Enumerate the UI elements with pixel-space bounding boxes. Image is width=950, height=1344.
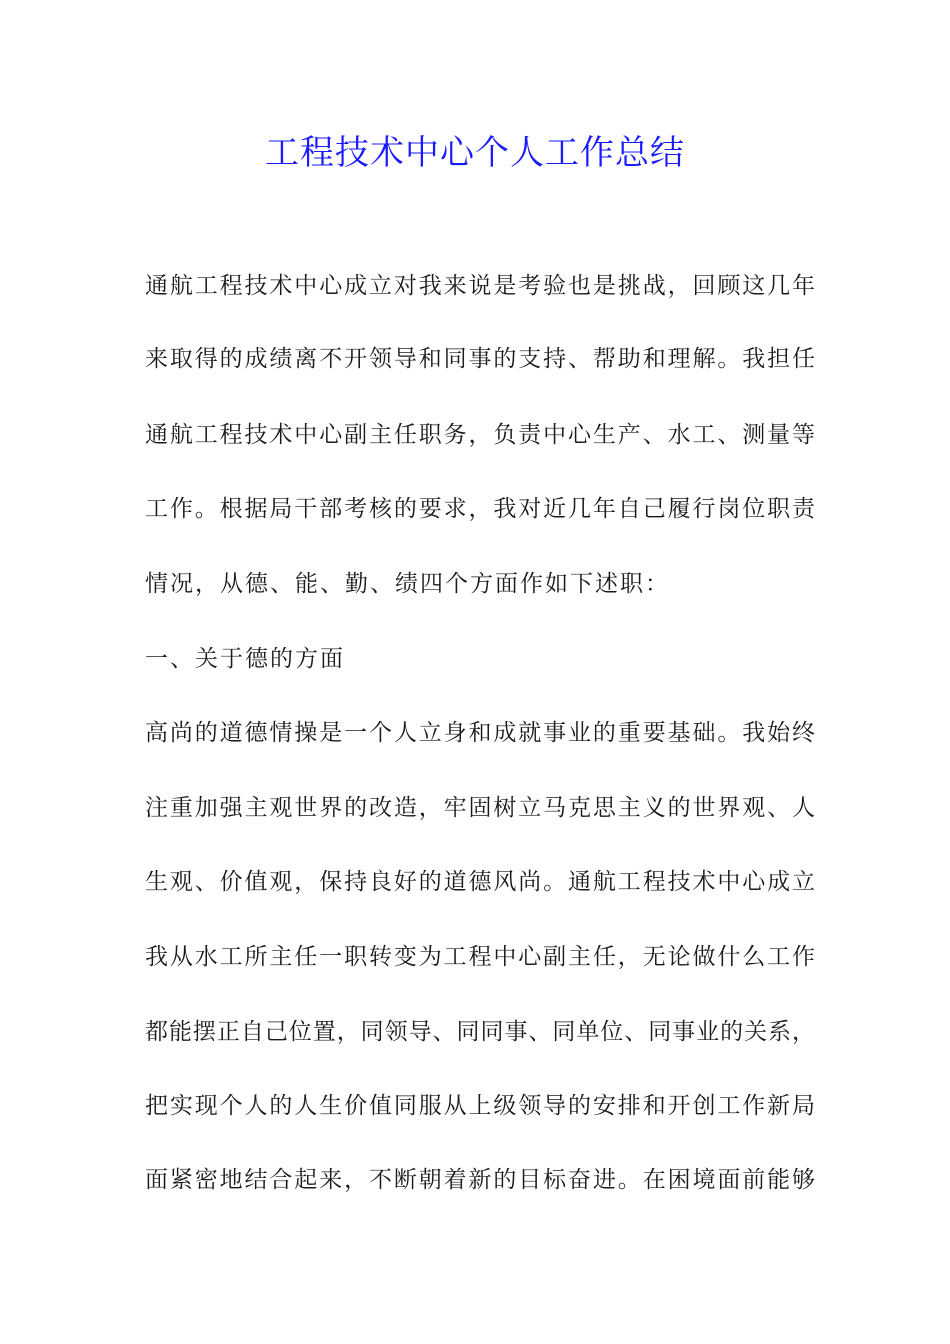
paragraph-line: 我从水工所主任一职转变为工程中心副主任，无论做什么工作: [145, 944, 815, 970]
paragraph-line: 通航工程技术中心成立对我来说是考验也是挑战，回顾这几年: [145, 273, 815, 299]
section-heading: 一、关于德的方面: [145, 646, 345, 672]
paragraph-line: 面紧密地结合起来，不断朝着新的目标奋进。在困境面前能够: [145, 1167, 815, 1193]
paragraph-line: 高尚的道德情操是一个人立身和成就事业的重要基础。我始终: [145, 720, 815, 746]
paragraph-line: 注重加强主观世界的改造，牢固树立马克思主义的世界观、人: [145, 795, 815, 821]
paragraph-line: 通航工程技术中心副主任职务，负责中心生产、水工、测量等: [145, 422, 815, 448]
paragraph-line: 都能摆正自己位置，同领导、同同事、同单位、同事业的关系，: [145, 1019, 815, 1045]
document-title: 工程技术中心个人工作总结: [265, 133, 685, 173]
paragraph-line: 来取得的成绩离不开领导和同事的支持、帮助和理解。我担任: [145, 346, 815, 372]
paragraph-line: 工作。根据局干部考核的要求，我对近几年自己履行岗位职责: [145, 496, 815, 522]
paragraph-line: 情况，从德、能、勤、绩四个方面作如下述职：: [145, 571, 670, 597]
paragraph-line: 把实现个人的人生价值同服从上级领导的安排和开创工作新局: [145, 1093, 815, 1119]
paragraph-line: 生观、价值观，保持良好的道德风尚。通航工程技术中心成立: [145, 869, 815, 895]
